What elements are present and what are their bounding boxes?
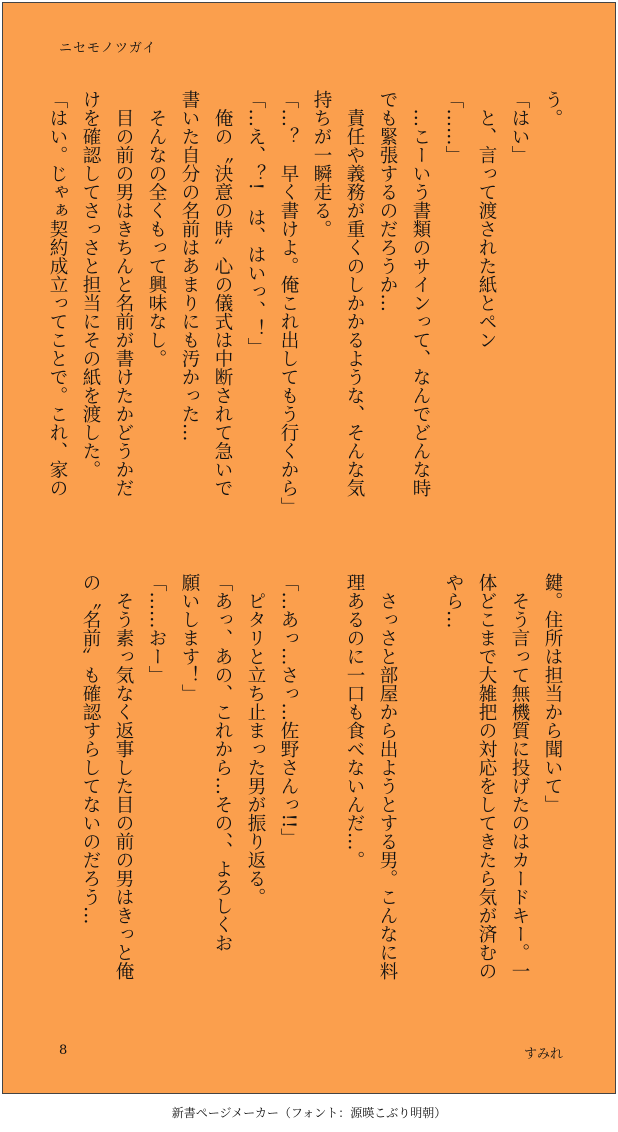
text-line: でも緊張するのだろうか… [377,90,398,312]
text-line: 責任や義務が重くのしかかるような、そんな気 [344,90,365,497]
generator-credit: 新書ページメーカー（フォント：源暎こぶり明朝） [171,1106,447,1120]
text-line: やら… [443,573,464,629]
author-name: すみれ [523,1047,563,1062]
page-header-title: ニセモノツガイ [59,41,157,56]
blank-line [404,573,437,1013]
text-line: 俺の〝決意の時〟心の儀式は中断されて急いで [212,90,233,497]
text-line: 持ちが一瞬走る。 [311,90,332,238]
text-line: 願いします！」 [179,573,200,703]
text-line: 目の前の男はきちんと名前が書けたかどうかだ [113,90,134,497]
text-line: そう言って無機質に投げたのはカードキー。一 [509,573,530,980]
text-column-bottom [49,573,569,1013]
text-line: 「はい。じゃぁ契約成立ってことで。これ、家の [47,90,68,497]
text-column-top [49,90,569,530]
text-line: 体どこまで大雑把の対応をしてきたら気が済むの [476,573,497,980]
text-line: 「……」 [443,90,464,164]
text-line: 書いた自分の名前はあまりにも汚かった… [179,90,200,442]
text-line: ピタリと立ち止まった男が振り返る。 [245,573,266,906]
text-line: 「…？ 早く書けよ。俺これ出してもう行くから」 [278,90,299,516]
text-line: の〝名前〟も確認すらしてないのだろう… [80,573,101,925]
text-line: 「あっ、あの、これから…その、、よろしくお [212,573,233,953]
text-line: さっさと部屋から出ようとする男。こんなに料 [377,573,398,980]
text-line: 「はい」 [509,90,530,164]
text-line: と、言って渡された紙とペン [476,90,497,349]
text-line: 「…え、？! は、はいっ、！」 [245,90,266,357]
text-line: そう素っ気なく返事した目の前の男はきっと俺 [113,573,134,980]
book-page [2,2,616,1094]
text-line: 理あるのに一口も食べないんだ…。 [344,573,365,869]
page-number: 8 [59,1043,68,1058]
text-line: 「……おー」 [146,573,167,684]
text-line: 「…あっ…さっ…佐野さんっ!!」 [278,573,299,847]
text-line: 鍵。住所は担当から聞いて」 [542,573,563,814]
text-line: そんなの全くもって興味なし。 [146,90,167,368]
text-line: けを確認してさっさと担当にその紙を渡した。 [80,90,101,479]
blank-line [305,573,338,1013]
text-line: う。 [542,90,563,127]
text-line: …こーいう書類のサインって、なんでどんな時 [410,90,431,497]
